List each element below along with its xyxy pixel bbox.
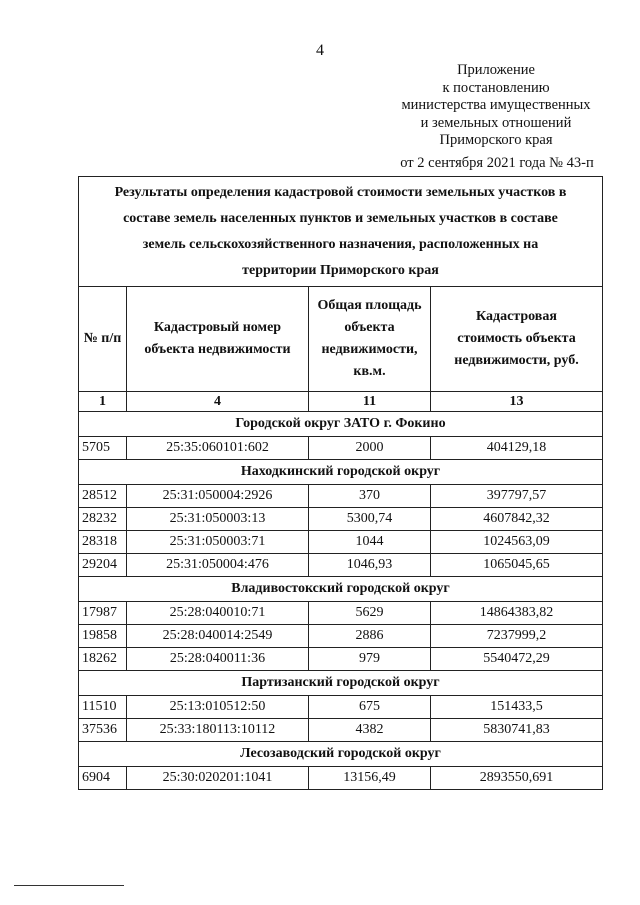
table-row (79, 719, 603, 742)
cell-number: 28318 (79, 531, 127, 554)
cell-number: 29204 (79, 554, 127, 577)
footnote-divider (14, 885, 124, 886)
cell-area: 4382 (309, 719, 431, 742)
appendix-block (390, 62, 602, 150)
column-number: 4 (127, 392, 309, 412)
group-heading: Владивостокский городской округ (79, 577, 603, 602)
table-row (79, 508, 603, 531)
order-reference: от 2 сентября 2021 года № 43-п (400, 155, 594, 171)
group-heading: Городской округ ЗАТО г. Фокино (79, 412, 603, 437)
cell-number: 28512 (79, 485, 127, 508)
cell-number: 19858 (79, 625, 127, 648)
cell-area: 1044 (309, 531, 431, 554)
cell-cadastral-value: 1024563,09 (431, 531, 603, 554)
appendix-line: министерства имущественных (401, 97, 591, 113)
cell-cadastral-value: 151433,5 (431, 696, 603, 719)
column-number: 11 (309, 392, 431, 412)
cell-area: 5300,74 (309, 508, 431, 531)
appendix-line: к постановлению (442, 79, 550, 96)
cell-cadastral-value: 2893550,691 (431, 767, 603, 790)
header-cadastral (127, 287, 309, 392)
header-value (431, 287, 603, 392)
table-title-line: территории Приморского края (242, 262, 439, 278)
group-heading: Находкинский городской округ (79, 460, 603, 485)
table-row (79, 437, 603, 460)
cell-cadastral-number: 25:33:180113:10112 (127, 719, 309, 742)
appendix-line: Приложение (457, 62, 535, 78)
cell-cadastral-number: 25:28:040014:2549 (127, 625, 309, 648)
cell-cadastral-value: 14864383,82 (431, 602, 603, 625)
header-line: кв.м. (353, 364, 386, 379)
cell-cadastral-number: 25:31:050003:13 (127, 508, 309, 531)
cell-cadastral-number: 25:30:020201:1041 (127, 767, 309, 790)
header-line: стоимость объекта (457, 331, 576, 346)
group-heading: Лесозаводский городской округ (79, 742, 603, 767)
cell-cadastral-number: 25:28:040011:36 (127, 648, 309, 671)
cell-cadastral-value: 1065045,65 (431, 554, 603, 577)
header-num: № п/п (79, 287, 127, 392)
cell-cadastral-value: 7237999,2 (431, 625, 603, 648)
header-line: объекта (344, 320, 395, 335)
cell-area: 1046,93 (309, 554, 431, 577)
table-title-line: земель сельскохозяйственного назначения, расположенных на (142, 236, 539, 252)
column-number: 1 (79, 392, 127, 412)
cell-area: 370 (309, 485, 431, 508)
cell-number: 5705 (79, 437, 127, 460)
table-row (79, 602, 603, 625)
cell-area: 675 (309, 696, 431, 719)
appendix-line: Приморского края (439, 132, 553, 148)
header-line: Кадастровый номер (153, 320, 282, 335)
table-row (79, 625, 603, 648)
cell-cadastral-value: 397797,57 (431, 485, 603, 508)
cadastral-value-table (78, 176, 603, 790)
cell-area: 2886 (309, 625, 431, 648)
cell-cadastral-value: 5830741,83 (431, 719, 603, 742)
cell-area: 2000 (309, 437, 431, 460)
cell-cadastral-number: 25:28:040010:71 (127, 602, 309, 625)
cell-number: 11510 (79, 696, 127, 719)
table-title (79, 177, 603, 287)
table-row (79, 648, 603, 671)
table-title-line: составе земель населенных пунктов и земельных участков в составе (123, 210, 558, 226)
header-line: объекта недвижимости (144, 342, 291, 357)
header-line: Общая площадь (317, 298, 422, 313)
cell-cadastral-number: 25:35:060101:602 (127, 437, 309, 460)
cell-number: 6904 (79, 767, 127, 790)
header-line: недвижимости, (321, 342, 418, 357)
table-row (79, 531, 603, 554)
cell-cadastral-value: 5540472,29 (431, 648, 603, 671)
page-number: 4 (316, 42, 324, 59)
cell-number: 37536 (79, 719, 127, 742)
group-heading: Партизанский городской округ (79, 671, 603, 696)
table-row (79, 554, 603, 577)
cell-area: 979 (309, 648, 431, 671)
header-line: Кадастровая (476, 309, 557, 324)
cell-cadastral-number: 25:13:010512:50 (127, 696, 309, 719)
cell-cadastral-number: 25:31:050003:71 (127, 531, 309, 554)
cell-cadastral-number: 25:31:050004:2926 (127, 485, 309, 508)
table-row (79, 696, 603, 719)
cell-number: 28232 (79, 508, 127, 531)
appendix-line: и земельных отношений (420, 114, 572, 131)
column-number: 13 (431, 392, 603, 412)
table-row (79, 485, 603, 508)
cell-cadastral-number: 25:31:050004:476 (127, 554, 309, 577)
cell-cadastral-value: 404129,18 (431, 437, 603, 460)
header-area (309, 287, 431, 392)
cell-cadastral-value: 4607842,32 (431, 508, 603, 531)
cell-number: 17987 (79, 602, 127, 625)
table-title-line: Результаты определения кадастровой стоимости земельных участков в (114, 184, 567, 200)
header-line: недвижимости, руб. (454, 353, 579, 368)
cell-number: 18262 (79, 648, 127, 671)
table-row (79, 767, 603, 790)
cell-area: 5629 (309, 602, 431, 625)
cell-area: 13156,49 (309, 767, 431, 790)
